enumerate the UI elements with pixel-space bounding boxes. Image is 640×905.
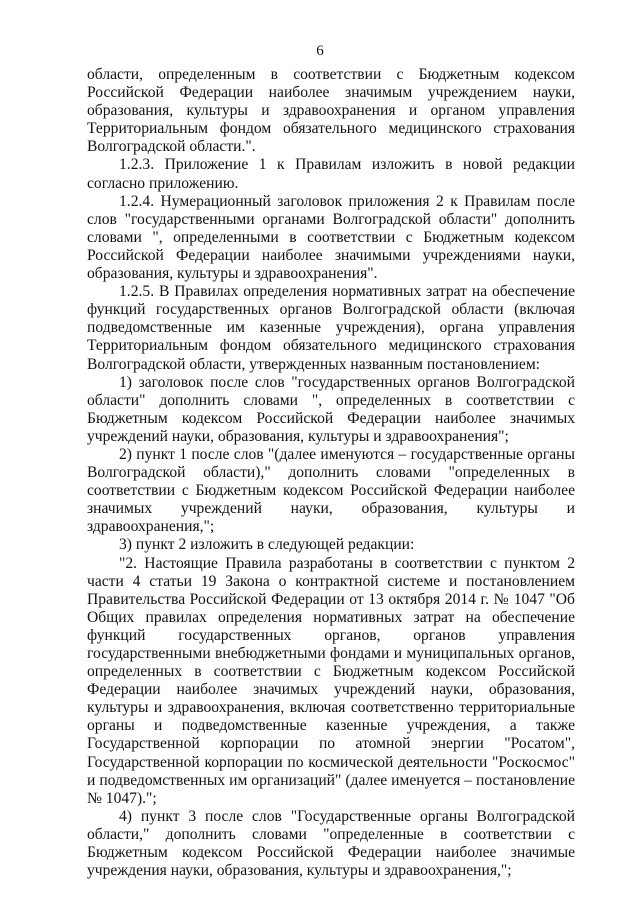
paragraph-1-2-5: 1.2.5. В Правилах определения нормативных затрат на обеспечение функций государственных органов Волгоградской области (включая подведомственные им казенные учреждения), органа управления Территориальным фондом обязательного медицинского страхования Волгоградской области, утвержденных названным постановлением:	[87, 283, 575, 373]
paragraph-continuation: области, определенным в соответствии с Бюджетным кодексом Российской Федерации наиболее значимым учреждением науки, образования, культуры и здравоохранения и органом управления Территориальным фондом обязательного медицинского страхования Волгоградской области.".	[87, 66, 575, 156]
page-number: 6	[316, 43, 324, 59]
paragraph-item-3-text: "2. Настоящие Правила разработаны в соответствии с пунктом 2 части 4 статьи 19 Закона о контрактной системе и постановлением Правительства Российской Федерации от 13 октября 2014 г. № 1047 "Об Общих правилах определения нормативных затрат на обеспечение функций государственных органов, органов управления государственными внебюджетными фондами и муниципальных органов, определенных в соответствии с Бюджетным кодексом Российской Федерации наиболее значимых учреждений науки, образования, культуры и здравоохранения, включая соответственно территориальные органы и подведомственные казенные учреждения, а также Государственной корпорации по атомной энергии "Росатом", Государственной корпорации по космической деятельности "Роскосмос" и подведомственных им организаций" (далее именуется – постановление № 1047).";	[87, 554, 575, 807]
paragraph-item-1: 1) заголовок после слов "государственных органов Волгоградской области" дополнить словами ", определенных в соответствии с Бюджетным кодексом Российской Федерации наиболее значимых учреждений науки, образования, культуры и здравоохранения";	[87, 373, 575, 445]
paragraph-item-3: 3) пункт 2 изложить в следующей редакции:	[119, 536, 415, 554]
document-body	[87, 66, 575, 880]
paragraph-item-2: 2) пункт 1 после слов "(далее именуются – государственные органы Волгоградской области)," дополнить словами "определенных в соответствии с Бюджетным кодексом Российской Федерации наиболее значимых учреждений науки, образования, культуры и здравоохранения,";	[87, 445, 575, 536]
paragraph-1-2-3: 1.2.3. Приложение 1 к Правилам изложить в новой редакции согласно приложению.	[87, 156, 575, 192]
paragraph-1-2-4: 1.2.4. Нумерационный заголовок приложения 2 к Правилам после слов "государственными органами Волгоградской области" дополнить словами ", определенными в соответствии с Бюджетным кодексом Российской Федерации наиболее значимыми учреждениями науки, образования, культуры и здравоохранения".	[87, 192, 575, 283]
paragraph-item-4: 4) пункт 3 после слов "Государственные органы Волгоградской области," дополнить словами "определенные в соответствии с Бюджетным кодексом Российской Федерации наиболее значимые учреждения науки, образования, культуры и здравоохранения,";	[87, 807, 575, 880]
